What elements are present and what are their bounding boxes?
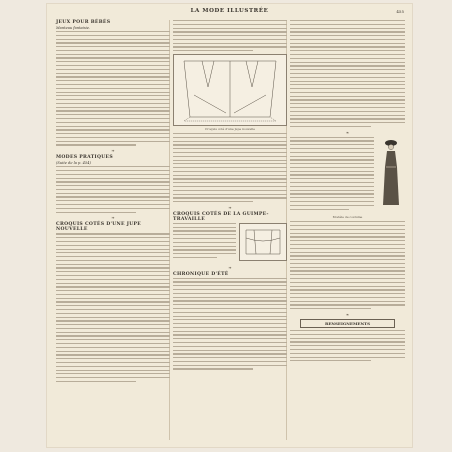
column-3 <box>290 20 405 364</box>
body-text-block <box>56 31 170 146</box>
section-title-modes: MODES PRATIQUES <box>56 155 113 161</box>
column-1 <box>56 20 170 385</box>
ornament-divider: ❧ <box>345 129 350 135</box>
page-header <box>47 8 412 18</box>
ornament-divider: ❧ <box>111 148 115 154</box>
section-title-croquis-jupe: CROQUIS COTÉS D'UNE JUPE NOUVELLE <box>56 222 142 233</box>
guimpe-pattern-drawing <box>240 224 286 260</box>
newspaper-page <box>47 4 412 447</box>
body-text-block <box>290 20 405 127</box>
skirt-pattern-figure <box>173 54 287 126</box>
body-text-block <box>56 233 170 382</box>
body-text-block <box>290 330 405 361</box>
ornament-divider: ❧ <box>111 215 115 221</box>
figure-caption-costume: Modèle de costume <box>332 215 363 220</box>
section-title-jeux: JEUX POUR BÉBÉS <box>56 20 111 25</box>
body-text-block <box>173 223 236 261</box>
costume-block <box>290 137 405 215</box>
masthead-title: LA MODE ILLUSTRÉE <box>190 8 269 14</box>
ornament-divider: ❧ <box>228 264 232 270</box>
body-text-block <box>56 166 170 213</box>
body-text-block <box>173 278 287 370</box>
section-subtitle-suite: (Suite de la p. 454) <box>56 161 91 166</box>
renseignements-box: RENSEIGNEMENTS <box>300 319 395 328</box>
body-text-block <box>173 20 287 51</box>
woman-figure-drawing <box>377 137 405 209</box>
page-number-right: 455 <box>396 9 404 14</box>
costume-illustration <box>377 137 405 209</box>
section-title-croquis-guimpe: CROQUIS COTÉS DE LA GUIMPE-TRAVAILLE <box>173 211 269 222</box>
guimpe-pattern-figure <box>239 223 287 261</box>
ornament-divider: ❧ <box>228 204 232 210</box>
section-subtitle-manteau: Manteau fantaisie. <box>56 26 91 30</box>
body-text-block <box>173 133 287 202</box>
section-title-chronique: CHRONIQUE D'ÉTÉ <box>173 271 229 277</box>
guimpe-block <box>173 223 287 263</box>
skirt-pattern-drawing <box>174 55 286 125</box>
ornament-divider: ❧ <box>345 312 350 318</box>
body-text-block <box>290 137 374 213</box>
column-2 <box>173 20 287 372</box>
body-text-block <box>290 221 405 309</box>
figure-caption-skirt: Croquis coté d'une jupe nouvelle <box>205 127 255 132</box>
